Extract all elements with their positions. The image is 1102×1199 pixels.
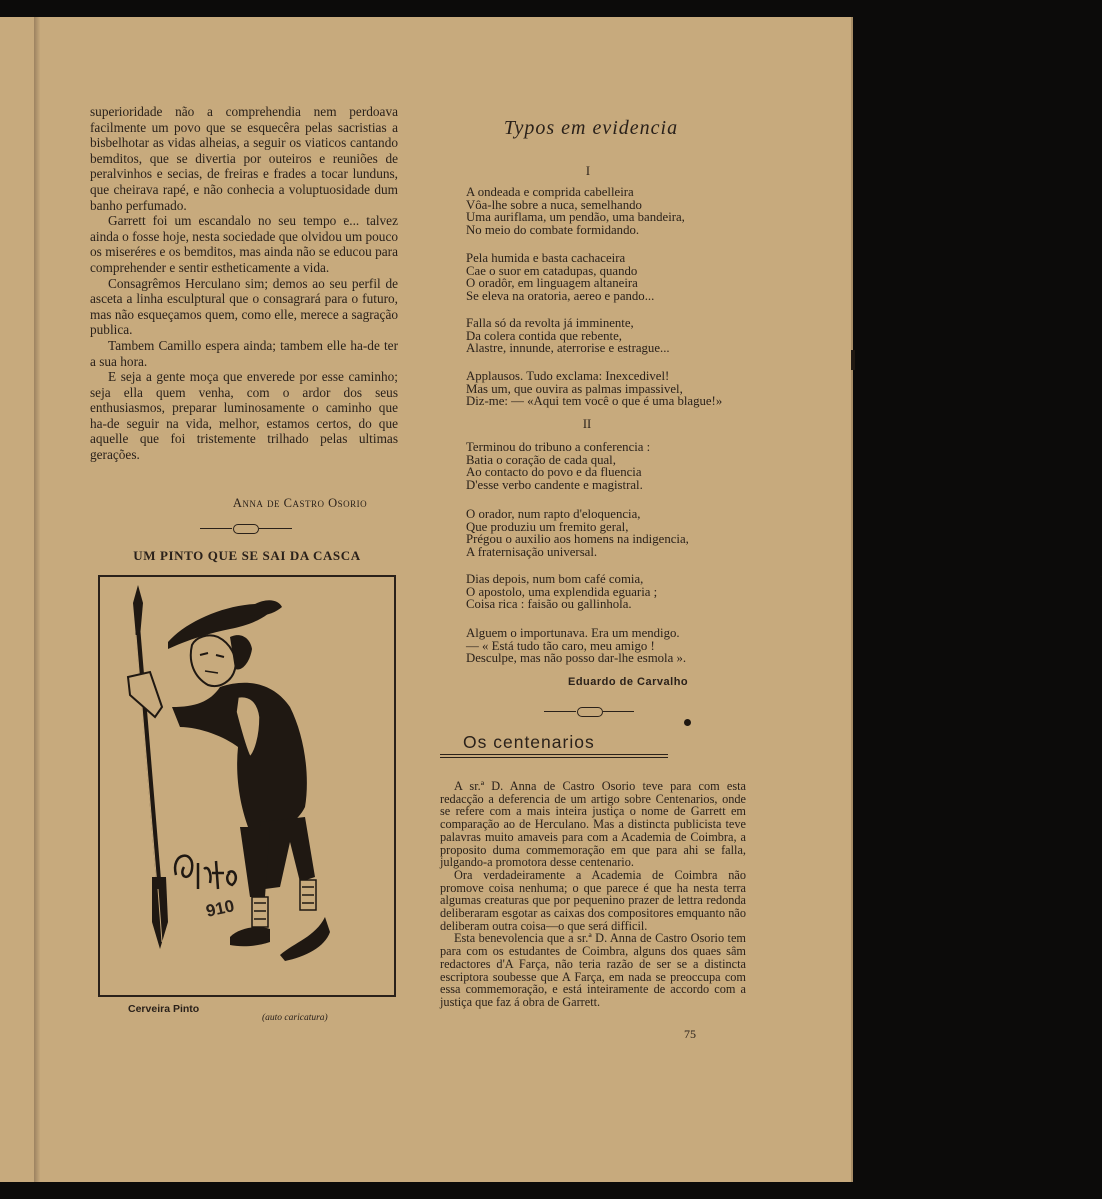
paragraph: Tambem Camillo espera ainda; tambem elle ha-de ter a sua hora.: [90, 337, 398, 369]
paragraph: Esta benevolencia que a sr.ª D. Anna de Castro Osorio tem para com os estudantes de Coimbra, alguns dos quaes sâm redactores d'A Farça, não teria razão de ser se a distincta escriptora soubesse que A Farça, em nada se preoccupa com essa commemoração, e está inteiramente de accordo com a justiça que faz á obra de Garrett.: [440, 931, 746, 1009]
poem-stanza: [466, 370, 722, 408]
poem-line: Que produziu um fremito geral,: [466, 519, 629, 534]
poem-stanza: [466, 252, 654, 302]
caricature-caption-note: (auto caricatura): [262, 1013, 328, 1023]
poem-line: Alastre, innunde, aterrorise e estrague...: [466, 341, 670, 356]
paragraph: Consagrêmos Herculano sim; demos ao seu perfil de asceta a linha esculptural que o consagrará para o futuro, mas não esqueçamos quem, como elle, merece a sagração publica.: [90, 275, 398, 338]
poem-line: Batia o coração de cada qual,: [466, 452, 616, 467]
poem-signature: Eduardo de Carvalho: [568, 676, 689, 688]
poem-line: Cae o suor em catadupas, quando: [466, 263, 638, 278]
ink-dot: [684, 719, 691, 726]
poem-line: Alguem o importunava. Era um mendigo.: [466, 626, 680, 640]
paragraph: A sr.ª D. Anna de Castro Osorio teve para com esta redacção a deferencia de um artigo sobre Centenarios, onde se refere com a mais inteira justiça o nome de Garrett em comparação ao de Herculano. Mas a distincta publicista teve palavras muito amaveis para com a Academia de Coimbra, a proposito duma commemoração em que para ahi se falla, julgando-a promotora desse centenario.: [440, 779, 746, 870]
margin-mark: [851, 350, 855, 370]
article-title: Os centenarios: [463, 732, 595, 752]
poem-line: Applausos. Tudo exclama: Inexcedivel!: [466, 369, 670, 383]
poem-line: No meio do combate formidando.: [466, 222, 640, 237]
paragraph: E seja a gente moça que enverede por esse caminho; seja ella quem venha, com o ardor dos seus enthusiasmos, preparar luminosamente o caminho que ha-de seguir na vida, melhor, estamos certos, do que aquelle que foi tristemente trilhado pelas ultimas gerações.: [90, 369, 398, 463]
poem-line: Desculpe, mas não posso dar-lhe esmola ».: [466, 651, 687, 666]
poem-stanza: [466, 508, 689, 558]
poem-line: Vôa-lhe sobre a nuca, semelhando: [466, 197, 642, 212]
title-rule: [440, 757, 668, 758]
cartoon-title: UM PINTO QUE SE SAI DA CASCA: [133, 548, 361, 563]
artist-year: 910: [204, 896, 236, 921]
poem-stanza: [466, 317, 670, 355]
page-right-edge: [851, 17, 853, 1182]
page-gutter: [34, 17, 40, 1182]
poem-line: A fraternisação universal.: [466, 544, 598, 559]
artist-signature: Pinto: [1100, 577, 1102, 578]
poem-line: D'esse verbo candente e magistral.: [466, 477, 643, 492]
poem-line: O oradôr, em linguagem altaneira: [466, 276, 638, 291]
paragraph: Ora verdadeiramente a Academia de Coimbra não promove coisa nenhuma; o que parece é que ha nesta terra algumas creaturas que por pequenino prazer de lettra redonda deliberaram esgotar as caixas dos compositores emquanto não deliberam outra coisa—o que será difficil.: [440, 867, 746, 933]
ornamental-divider: [544, 707, 634, 717]
poem-line: Da colera contida que rebente,: [466, 328, 622, 343]
paragraph: Garrett foi um escandalo no seu tempo e... talvez ainda o fosse hoje, nesta sociedade que olvidou um pouco os miseréres e os bemditos, mas ainda não se educou para comprehender e sentir estheticamente a vida.: [90, 213, 398, 275]
poem-line: Ao contacto do povo e da fluencia: [466, 465, 642, 480]
title-rule: [440, 754, 668, 755]
poem-stanza: [466, 441, 650, 491]
poem-title: Typos em evidencia: [503, 117, 679, 139]
caricature-illustration: [100, 577, 394, 995]
poem-line: Diz-me: — «Aqui tem você o que é uma blague!»: [466, 394, 723, 409]
left-column-text: [90, 104, 398, 463]
poem-line: Se eleva na oratoria, aereo e pando...: [466, 288, 655, 303]
poem-line: O orador, num rapto d'eloquencia,: [466, 507, 641, 521]
poem-line: Coisa rica : faisão ou gallinhola.: [466, 597, 632, 612]
poem-line: Prégou o auxilio aos homens na indigencia,: [466, 532, 689, 547]
article-body: [440, 780, 746, 1009]
poem-stanza: [466, 573, 657, 611]
poem-stanza: [466, 627, 686, 665]
poem-line: A ondeada e comprida cabelleira: [466, 185, 634, 199]
poem-part-numeral: I: [585, 164, 591, 178]
poem-line: Mas um, que ouvira as palmas impassivel,: [466, 381, 683, 396]
poem-line: Falla só da revolta já imminente,: [466, 316, 634, 330]
poem-line: Dias depois, num bom café comia,: [466, 572, 644, 586]
poem-line: — « Está tudo tão caro, meu amigo !: [466, 638, 655, 653]
poem-line: Terminou do tribuno a conferencia :: [466, 440, 651, 454]
poem-stanza: [466, 186, 685, 236]
poem-line: O apostolo, uma explendida eguaria ;: [466, 584, 658, 599]
poem-part-numeral: II: [582, 417, 592, 431]
poem-line: Uma auriflama, um pendão, uma bandeira,: [466, 210, 685, 225]
author-signature: Anna de Castro Osorio: [232, 496, 368, 510]
page-number: 75: [684, 1027, 696, 1041]
caricature-caption-name: Cerveira Pinto: [128, 1003, 200, 1015]
poem-line: Pela humida e basta cachaceira: [466, 251, 626, 265]
paragraph: superioridade não a comprehendia nem perdoava facilmente um povo que se esquecêra pelas sacristias a bisbelhotar as vidas alheias, a seguir os viaticos cantando bemditos, que se divertia por outeiros e reuniões de peralvinhos e secias, de freiras e frades a tocar lunduns, que cheirava rapé, e não conhecia a voluptuosidade dum banho perfumado.: [90, 104, 398, 213]
ornamental-divider: [200, 524, 292, 534]
